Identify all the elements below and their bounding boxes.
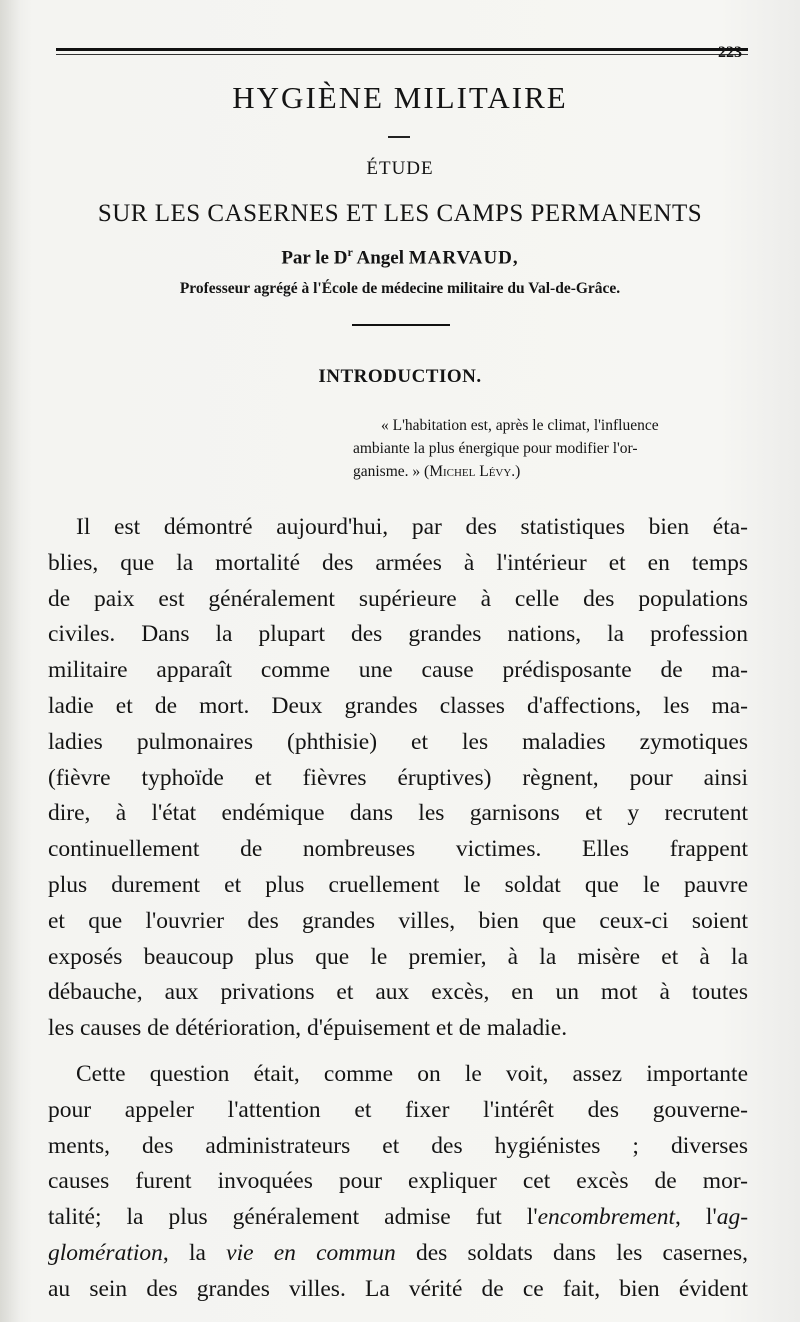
paragraph-2 <box>48 1057 748 1308</box>
text-line: pour appeler l'attention et fixer l'intérêt des gouverne- <box>48 1096 748 1123</box>
text-line: exposés beaucoup plus que le premier, à la misère et à la <box>48 943 748 970</box>
author-prefix: Par le D <box>281 247 348 269</box>
text-run: talité; la plus généralement admise fut l' <box>48 1204 538 1231</box>
author-prefix-sup: r <box>347 245 353 259</box>
text-line <box>48 1236 748 1272</box>
text-line: Cette question était, comme on le voit, assez importante <box>76 1060 748 1087</box>
epigraph-last-line <box>353 460 707 483</box>
text-line: plus durement et plus cruellement le soldat que le pauvre <box>48 871 748 898</box>
article-title: HYGIÈNE MILITAIRE <box>232 80 568 115</box>
text-line: les causes de détérioration, d'épuisement et de maladie. <box>48 1015 568 1042</box>
text-line: ments, des administrateurs et des hygiénistes ; diverses <box>48 1132 748 1159</box>
epigraph-line: ambiante la plus énergique pour modifier l'or- <box>353 440 638 457</box>
italic-term: ag- <box>716 1204 749 1231</box>
text-line: Il est démontré aujourd'hui, par des statistiques bien éta- <box>76 514 748 540</box>
italic-term: vie en commun <box>226 1239 396 1266</box>
text-line <box>48 1200 748 1236</box>
article-subtitle: SUR LES CASERNES ET LES CAMPS PERMANENTS <box>97 200 703 227</box>
epigraph-line: ganisme. » <box>353 463 421 480</box>
text-line: blies, que la mortalité des armées à l'intérieur et en temps <box>48 549 748 576</box>
text-line: ladies pulmonaires (phthisie) et les maladies zymotiques <box>48 728 748 755</box>
text-line: dire, à l'état endémique dans les garnisons et y recrutent <box>48 800 748 827</box>
epigraph-line: « L'habitation est, après le climat, l'influence <box>381 417 659 434</box>
paragraph-1 <box>48 510 748 1047</box>
epigraph <box>353 414 707 483</box>
text-line: causes furent invoquées pour expliquer cet excès de mor- <box>48 1168 748 1195</box>
text-run: des soldats dans les casernes, <box>395 1239 749 1266</box>
text-line: au sein des grandes villes. La vérité de ce fait, bien évident <box>48 1275 748 1302</box>
page-number: 223 <box>718 44 742 61</box>
text-line: militaire apparaît comme une cause prédisposante de ma- <box>48 657 748 684</box>
text-line: ladie et de mort. Deux grandes classes d'affections, les ma- <box>48 692 748 719</box>
text-line: civiles. Dans la plupart des grandes nations, la profession <box>48 621 748 648</box>
text-run: , la <box>162 1239 227 1266</box>
text-line: et que l'ouvrier des grandes villes, bien que ceux-ci soient <box>48 907 748 934</box>
section-rule <box>352 324 450 326</box>
section-title: INTRODUCTION. <box>318 366 482 387</box>
text-line: (fièvre typhoïde et fièvres éruptives) règnent, pour ainsi <box>48 764 748 791</box>
author-first-name: Angel <box>356 247 404 269</box>
body-text <box>48 510 748 1308</box>
article-kicker: ÉTUDE <box>366 158 434 179</box>
epigraph-attribution: (Michel Lévy.) <box>424 463 521 480</box>
header-rule-thin <box>56 54 748 55</box>
italic-term: encombrement <box>537 1204 676 1231</box>
author-last-name: MARVAUD, <box>408 247 519 269</box>
italic-term: glomération <box>48 1239 163 1266</box>
text-run: , l' <box>675 1204 717 1231</box>
title-dash <box>388 136 410 138</box>
author-affiliation: Professeur agrégé à l'École de médecine militaire du Val-de-Grâce. <box>179 280 621 297</box>
text-line: de paix est généralement supérieure à celle des populations <box>48 585 748 612</box>
text-line: débauche, aux privations et aux excès, en un mot à toutes <box>48 979 748 1006</box>
header-rule <box>56 48 748 51</box>
text-line: continuellement de nombreuses victimes. Elles frappent <box>48 836 748 863</box>
author-line <box>0 245 800 269</box>
page-edge-shadow <box>0 0 20 1322</box>
